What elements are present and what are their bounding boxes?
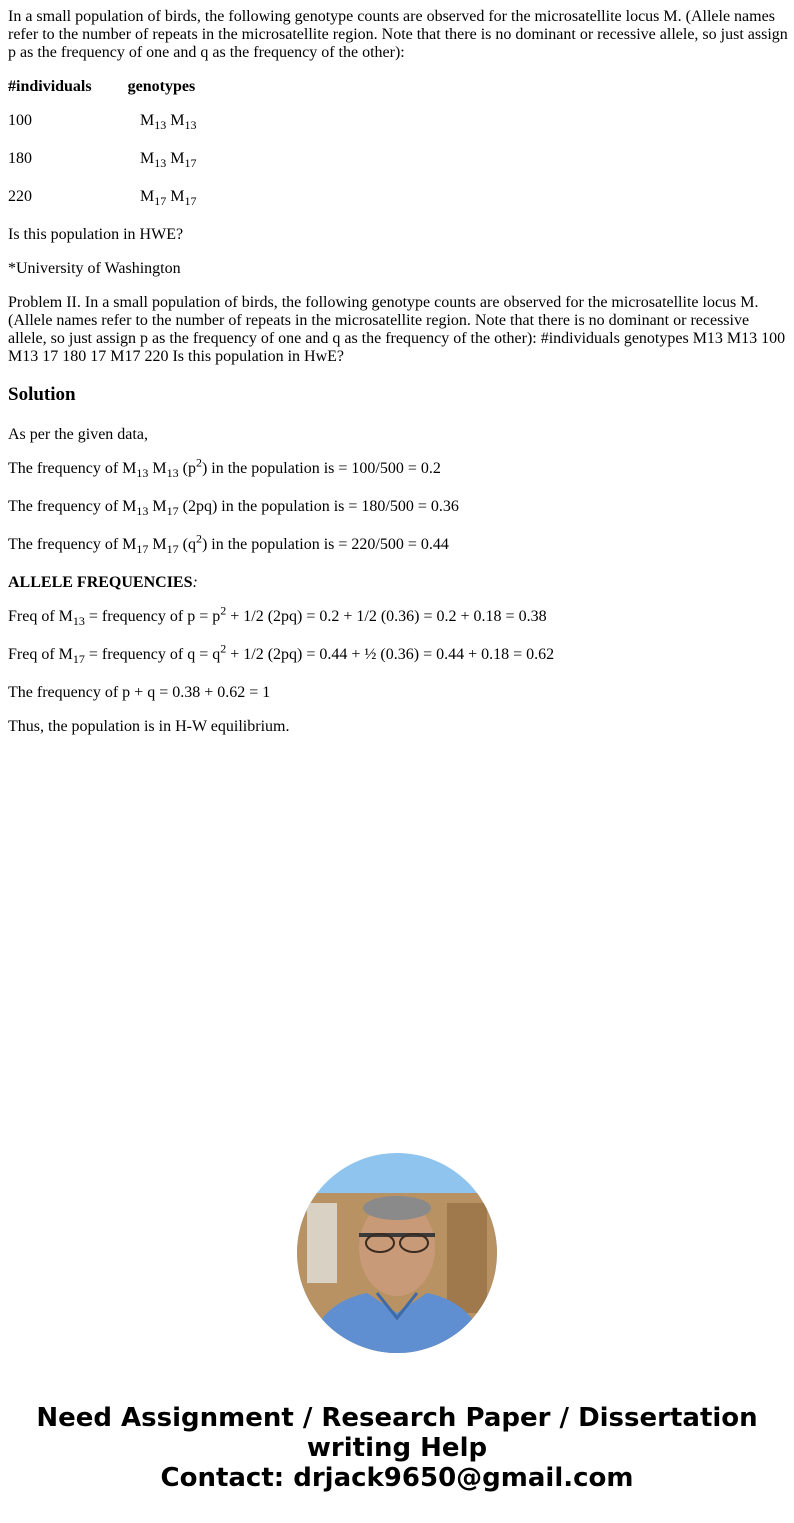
- avatar: [297, 1153, 497, 1353]
- avatar-portrait-icon: [297, 1153, 497, 1353]
- footer-advert: [0, 1403, 794, 1493]
- document-content: [8, 8, 788, 752]
- genotype-row: [8, 112, 788, 133]
- genotype-row: [8, 150, 788, 171]
- genotype-row: [8, 188, 788, 209]
- genotypes-header: genotypes: [127, 78, 196, 95]
- source-credit: *University of Washington: [8, 260, 181, 277]
- individual-count: 100: [8, 112, 32, 129]
- genotype-value: $M_{13}$ $M_{17}$: [140, 150, 197, 171]
- solution-heading: Solution: [8, 384, 76, 405]
- frequency-line-m13-m17: The frequency of $M_{13}$ $M_{17}$ (2pq) in the population is = 180/500 = 0.36: [8, 498, 459, 519]
- footer-line-1: Need Assignment / Research Paper / Dissertation: [36, 1403, 758, 1433]
- problem-text: Problem II. In a small population of birds, the following genotype counts are observed for the microsatellite locus M. (Allele names refer to the number of repeats in the microsatellite region. Note that there is no dominant or recessive allele, so just assign p as the frequency of one and q as the frequency of the other): #individuals genotypes M13 M13 100 M13 17 180 17 M17 220 Is this population in HwE?: [8, 294, 786, 365]
- frequency-line-m17-m17: The frequency of $M_{17}$ $M_{17}$ $(q^2)$ in the population is = 220/500 = 0.44: [8, 531, 449, 557]
- genotype-value: $M_{13}$ $M_{13}$: [140, 112, 197, 133]
- allele-freq-m13: Freq of $M_{13}$ = frequency of $p = p^2 + 1/2$ (2pq) = 0.2 + 1/2 (0.36) = 0.2 + 0.18 = 0.38: [8, 603, 547, 629]
- solution-intro: As per the given data,: [8, 426, 148, 443]
- conclusion: Thus, the population is in H-W equilibrium.: [8, 718, 290, 735]
- frequency-line-m13-m13: The frequency of $M_{13}$ $M_{13}$ $(p^2)$ in the population is = 100/500 = 0.2: [8, 455, 441, 481]
- allele-frequencies-heading: ALLELE FREQUENCIES:: [8, 574, 198, 591]
- footer-contact: Contact: drjack9650@gmail.com: [160, 1463, 634, 1493]
- footer-line-2: writing Help: [306, 1433, 488, 1463]
- genotype-table-header: [8, 78, 788, 96]
- allele-freq-m17: Freq of $M_{17}$ = frequency of $q = q^2 + 1/2$ (2pq) = 0.44 + ½ (0.36) = 0.44 + 0.18 = 0.62: [8, 641, 555, 667]
- problem-intro: In a small population of birds, the following genotype counts are observed for the microsatellite locus M. (Allele names refer to the number of repeats in the microsatellite region. Note that there is no dominant or recessive allele, so just assign p as the frequency of one and q as the frequency of the other):: [8, 8, 788, 61]
- individual-count: 180: [8, 150, 32, 167]
- hwe-question: Is this population in HWE?: [8, 226, 184, 243]
- individuals-header: #individuals: [8, 78, 92, 95]
- sum-line: The frequency of p + q = 0.38 + 0.62 = 1: [8, 684, 271, 701]
- individual-count: 220: [8, 188, 32, 205]
- genotype-value: $M_{17}$ $M_{17}$: [140, 188, 197, 209]
